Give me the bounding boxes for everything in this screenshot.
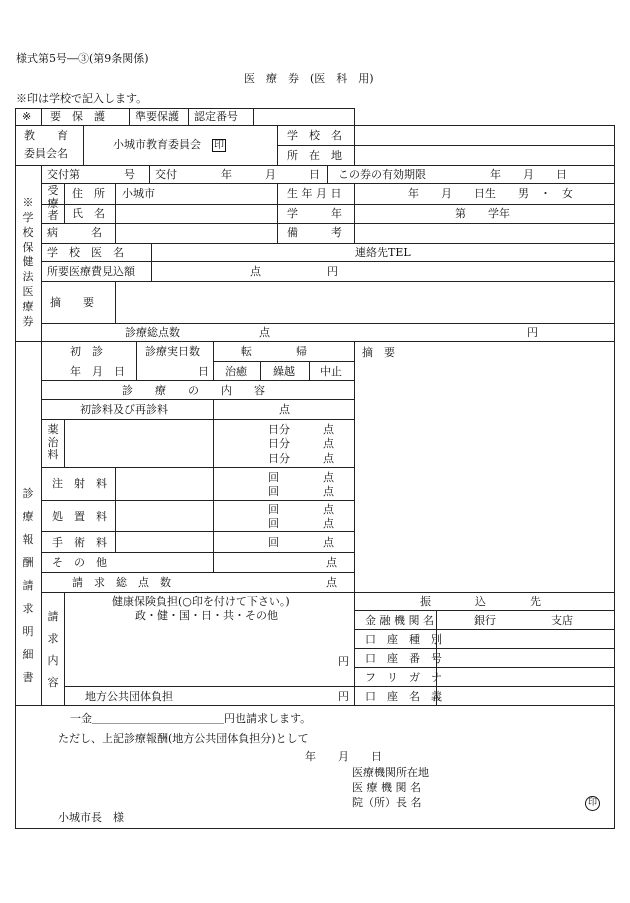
- total-yen-unit: 円: [527, 326, 538, 339]
- drug-days-2: 日分 点: [268, 437, 334, 450]
- grade-label: 学 年: [287, 207, 342, 220]
- estimate-value: 点 円: [250, 265, 338, 278]
- procedure-times-2: 回 点: [268, 517, 334, 530]
- insurance-note: 健康保険負担(○印を付けて下さい。): [112, 595, 290, 608]
- address-value: 小城市: [122, 187, 155, 200]
- transfer-label: 振 込 先: [420, 595, 541, 608]
- detail-summary-label: 摘 要: [362, 346, 395, 359]
- account-type-label: 口 座 種 別: [365, 633, 442, 646]
- birth-label: 生 年 月 日: [287, 187, 342, 200]
- school-note: ※印は学校で記入します。: [16, 92, 148, 105]
- total-points-label: 診療総点数: [125, 326, 180, 339]
- local-gov-label: 地方公共団体負担: [85, 690, 173, 703]
- claim-note: ただし、上記診療報酬(地方公共団体負担分)として: [58, 732, 309, 745]
- first-visit-label: 初 診: [70, 345, 103, 358]
- edu-board-name: 小城市教育委員会 印: [113, 138, 224, 151]
- insurance-types: 政・健・国・日・共・その他: [135, 609, 278, 622]
- revisit-points-unit: 点: [279, 403, 290, 416]
- school-name-label: 学 校 名: [287, 129, 342, 142]
- other-points-unit: 点: [326, 556, 337, 569]
- outcome-stop: 中止: [320, 365, 342, 378]
- detail-side-label: 診療報酬請求明細書: [22, 487, 34, 684]
- surgery-times: 回 点: [268, 536, 334, 549]
- seal-mark: 印: [214, 140, 224, 151]
- bank-name-value: 銀行 支店: [474, 614, 573, 627]
- claim-total-label: 請 求 総 点 数: [72, 576, 171, 589]
- edu-board-label-1: 教 育: [24, 129, 68, 142]
- outcome-carry: 繰越: [273, 365, 295, 378]
- other-label: そ の 他: [52, 556, 107, 569]
- issue-number: 交付第 号: [47, 168, 135, 181]
- school-address-label: 所 在 地: [287, 149, 342, 162]
- address-label: 住 所: [72, 187, 105, 200]
- protection-label: 要 保 護: [50, 110, 105, 123]
- procedure-label: 処 置 料: [52, 510, 107, 523]
- days-unit: 日: [198, 365, 209, 378]
- director-name-label: 院（所）長 名: [352, 796, 422, 809]
- coupon-side-label: ※学校保健法医療券: [22, 196, 34, 328]
- valid-date: 年 月 日: [490, 168, 567, 181]
- mayor-address: 小城市長 様: [58, 811, 124, 824]
- disease-label: 病 名: [47, 226, 102, 239]
- name-label: 氏 名: [72, 207, 105, 220]
- recipient-label: 受療者: [47, 184, 59, 222]
- remarks-label: 備 考: [287, 226, 342, 239]
- estimate-label: 所要医療費見込額: [47, 265, 135, 278]
- injection-times-2: 回 点: [268, 485, 334, 498]
- edu-board-label-2: 委員会名: [24, 147, 68, 160]
- revisit-fee-label: 初診料及び再診料: [80, 403, 168, 416]
- issue-date: 交付 年 月 日: [155, 168, 320, 181]
- local-gov-yen-unit: 円: [338, 690, 349, 703]
- treatment-days-label: 診療実日数: [145, 345, 200, 358]
- claim-total-points-unit: 点: [326, 576, 337, 589]
- school-doctor-label: 学 校 医 名: [47, 246, 124, 259]
- contact-tel-label: 連絡先TEL: [355, 246, 411, 259]
- insurance-yen-unit: 円: [338, 655, 349, 668]
- furigana-label: フ リ ガ ナ: [365, 671, 442, 684]
- bank-name-label: 金 融 機 関 名: [365, 614, 434, 627]
- outcome-label: 転 帰: [241, 345, 307, 358]
- account-number-label: 口 座 番 号: [365, 652, 442, 665]
- grade-value: 第 学年: [455, 207, 510, 220]
- institution-name-label: 医 療 機 関 名: [352, 781, 421, 794]
- total-points-unit: 点: [259, 326, 270, 339]
- account-holder-label: 口 座 名 義: [365, 690, 442, 703]
- injection-times-1: 回 点: [268, 471, 334, 484]
- director-seal: 印: [585, 796, 600, 811]
- surgery-label: 手 術 料: [52, 536, 107, 549]
- birth-value: 年 月 日生 男 ・ 女: [408, 187, 573, 200]
- drug-days-1: 日分 点: [268, 423, 334, 436]
- institution-address-label: 医療機関所在地: [352, 766, 429, 779]
- coupon-summary-label: 摘 要: [50, 296, 94, 309]
- cert-number-label: 認定番号: [194, 110, 238, 123]
- outcome-cured: 治癒: [225, 365, 247, 378]
- semi-protection-label: 準要保護: [135, 110, 179, 123]
- drug-fee-label: 薬治料: [47, 423, 59, 461]
- document-title: 医 療 券 (医 科 用): [244, 72, 374, 85]
- mark-asterisk: ※: [22, 110, 32, 123]
- claim-content-label: 請求内容: [47, 610, 59, 689]
- injection-label: 注 射 料: [52, 477, 107, 490]
- drug-days-3: 日分 点: [268, 452, 334, 465]
- valid-label: この券の有効期限: [338, 168, 426, 181]
- form-number: 様式第5号―③(第9条関係): [16, 52, 149, 65]
- treatment-content-header: 診 療 の 内 容: [122, 384, 265, 397]
- claim-amount-line: 一金＿＿＿＿＿＿＿＿＿＿＿＿円也請求します。: [70, 712, 312, 725]
- claim-date: 年 月 日: [305, 750, 382, 763]
- first-visit-date: 年 月 日: [70, 365, 125, 378]
- procedure-times-1: 回 点: [268, 503, 334, 516]
